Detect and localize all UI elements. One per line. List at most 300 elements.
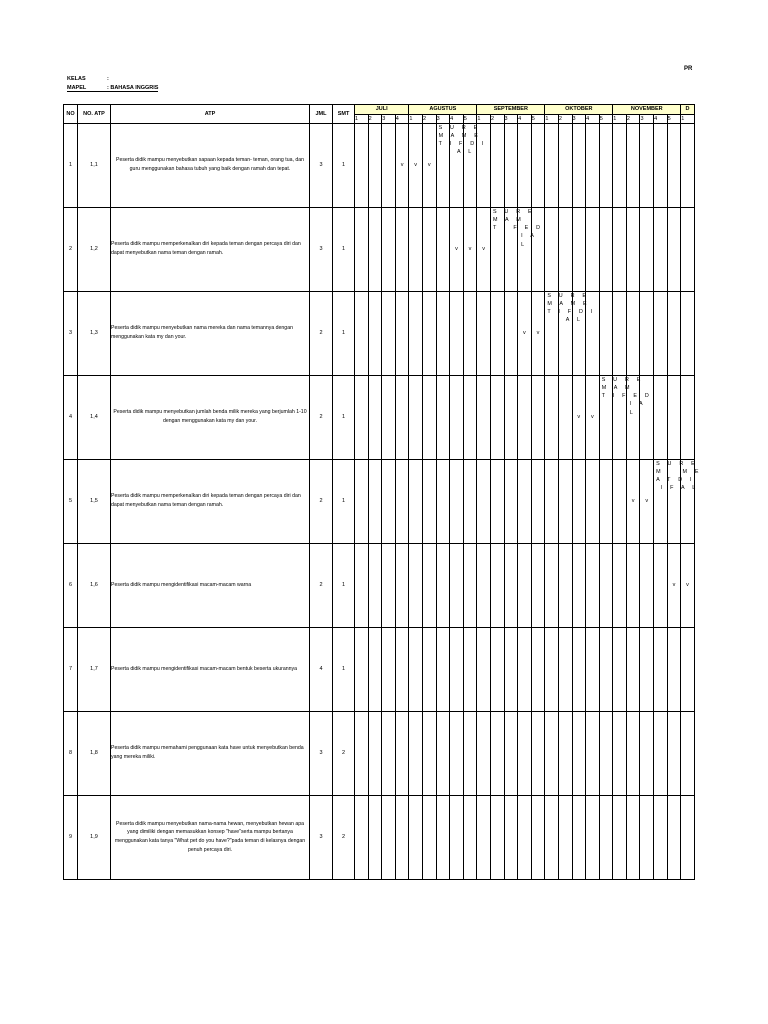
week-cell	[395, 543, 409, 627]
week-number: 2	[368, 114, 382, 123]
sumatif-label: S U R E M M E A T D I I F A L	[656, 460, 702, 492]
week-cell	[518, 543, 532, 627]
week-cell	[599, 123, 613, 207]
week-cell	[422, 459, 436, 543]
week-cell	[654, 123, 668, 207]
week-cell	[654, 291, 668, 375]
week-cell	[436, 291, 450, 375]
month-header: D	[681, 105, 695, 115]
table-row	[64, 375, 695, 459]
week-cell	[640, 291, 654, 375]
week-cell	[667, 207, 681, 291]
checkmark: v	[672, 582, 676, 588]
week-cell	[586, 459, 600, 543]
week-cell	[355, 543, 369, 627]
week-cell	[355, 375, 369, 459]
row-number: 3	[64, 291, 78, 375]
table-row	[64, 627, 695, 711]
week-cell	[395, 627, 409, 711]
week-cell	[450, 543, 464, 627]
atp-number: 1,1	[78, 123, 111, 207]
week-cell	[586, 375, 600, 459]
week-number: 1	[477, 114, 491, 123]
week-cell	[613, 291, 627, 375]
atp-number: 1,5	[78, 459, 111, 543]
week-cell	[504, 627, 518, 711]
week-cell	[613, 795, 627, 879]
checkmark: v	[523, 330, 526, 336]
week-cell	[572, 123, 586, 207]
week-cell	[545, 207, 559, 291]
atp-schedule-table	[63, 104, 702, 880]
week-cell	[477, 207, 491, 291]
row-number: 1	[64, 123, 78, 207]
week-number: 4	[518, 114, 532, 123]
week-cell	[613, 627, 627, 711]
week-cell	[681, 291, 695, 375]
week-cell	[531, 711, 545, 795]
week-number: 5	[667, 114, 681, 123]
week-cell	[545, 711, 559, 795]
week-number: 5	[531, 114, 545, 123]
smt-value: 2	[333, 711, 355, 795]
week-cell	[558, 711, 572, 795]
week-cell	[504, 123, 518, 207]
week-cell	[490, 291, 504, 375]
kelas-value: :	[107, 76, 109, 82]
month-header: AGUSTUS	[409, 105, 477, 115]
week-cell	[545, 123, 559, 207]
smt-value: 2	[333, 795, 355, 879]
week-cell	[436, 375, 450, 459]
week-cell	[681, 711, 695, 795]
week-cell	[640, 207, 654, 291]
week-cell	[382, 459, 396, 543]
week-cell	[654, 795, 668, 879]
week-cell	[572, 375, 586, 459]
week-cell	[436, 795, 450, 879]
week-cell	[558, 627, 572, 711]
week-cell	[667, 543, 681, 627]
week-cell	[613, 123, 627, 207]
week-cell	[654, 711, 668, 795]
month-header: SEPTEMBER	[477, 105, 545, 115]
checkmark: v	[686, 582, 689, 588]
atp-description: Peserta didik mampu memperkenalkan diri kepada teman dengan percaya diri dan dapat menyebutkan nama teman dengan ramah.	[111, 207, 310, 291]
table-row	[64, 291, 695, 375]
atp-number: 1,9	[78, 795, 111, 879]
week-cell	[586, 627, 600, 711]
week-cell	[626, 543, 640, 627]
week-cell	[681, 627, 695, 711]
week-cell	[626, 795, 640, 879]
week-cell	[572, 543, 586, 627]
col-no-header: NO	[64, 105, 78, 124]
week-cell	[355, 795, 369, 879]
week-cell	[395, 459, 409, 543]
week-number: 4	[586, 114, 600, 123]
week-cell	[558, 375, 572, 459]
week-cell	[667, 375, 681, 459]
week-cell	[477, 627, 491, 711]
week-cell	[368, 711, 382, 795]
week-cell	[463, 459, 477, 543]
week-cell	[654, 543, 668, 627]
week-cell	[545, 543, 559, 627]
week-cell	[640, 543, 654, 627]
jml-value: 3	[310, 795, 333, 879]
sumatif-label: S U R E M A M T I F E D I A L	[601, 376, 652, 416]
week-cell	[545, 627, 559, 711]
week-cell	[436, 123, 487, 207]
week-number: 1	[355, 114, 369, 123]
week-number: 1	[409, 114, 423, 123]
week-cell	[477, 459, 491, 543]
week-cell	[450, 795, 464, 879]
week-cell	[477, 795, 491, 879]
week-cell	[599, 711, 613, 795]
week-cell	[490, 543, 504, 627]
jml-value: 2	[310, 291, 333, 375]
week-number: 1	[545, 114, 559, 123]
row-number: 5	[64, 459, 78, 543]
atp-number: 1,3	[78, 291, 111, 375]
week-cell	[382, 291, 396, 375]
week-cell	[640, 627, 654, 711]
week-cell	[490, 627, 504, 711]
week-cell	[395, 375, 409, 459]
week-cell	[450, 627, 464, 711]
week-cell	[368, 375, 382, 459]
week-cell	[626, 123, 640, 207]
week-cell	[409, 123, 423, 207]
week-cell	[599, 291, 613, 375]
week-cell	[490, 207, 544, 291]
week-cell	[586, 207, 600, 291]
week-cell	[681, 375, 695, 459]
week-cell	[463, 375, 477, 459]
week-cell	[640, 459, 654, 543]
week-cell	[599, 459, 613, 543]
checkmark: v	[455, 246, 458, 252]
week-number: 1	[613, 114, 627, 123]
checkmark: v	[536, 330, 540, 336]
week-cell	[395, 795, 409, 879]
week-cell	[422, 291, 436, 375]
week-cell	[463, 291, 477, 375]
week-cell	[355, 627, 369, 711]
table-row	[64, 207, 695, 291]
week-cell	[368, 459, 382, 543]
week-cell	[463, 795, 477, 879]
week-cell	[422, 375, 436, 459]
week-cell	[463, 207, 477, 291]
week-cell	[436, 207, 450, 291]
week-cell	[436, 459, 450, 543]
sumatif-label: S U R E M A M T I F E D I A L	[492, 208, 544, 248]
table-row	[64, 795, 695, 879]
week-cell	[409, 543, 423, 627]
week-cell	[504, 711, 518, 795]
week-cell	[409, 291, 423, 375]
week-cell	[395, 207, 409, 291]
week-cell	[436, 543, 450, 627]
week-cell	[355, 459, 369, 543]
checkmark: v	[577, 414, 581, 420]
week-cell	[518, 627, 532, 711]
week-cell	[654, 207, 668, 291]
week-cell	[504, 375, 518, 459]
week-cell	[586, 543, 600, 627]
week-cell	[422, 795, 436, 879]
table-row	[64, 123, 695, 207]
week-cell	[558, 459, 572, 543]
week-cell	[368, 291, 382, 375]
week-cell	[382, 207, 396, 291]
week-cell	[450, 207, 464, 291]
col-smt-header: SMT	[333, 105, 355, 124]
row-number: 9	[64, 795, 78, 879]
smt-value: 1	[333, 123, 355, 207]
checkmark: v	[631, 498, 635, 504]
week-number: 2	[422, 114, 436, 123]
week-cell	[504, 459, 518, 543]
checkmark: v	[427, 162, 431, 168]
row-number: 7	[64, 627, 78, 711]
week-cell	[626, 291, 640, 375]
week-cell	[531, 375, 545, 459]
week-cell	[409, 711, 423, 795]
week-cell	[599, 375, 652, 459]
row-number: 6	[64, 543, 78, 627]
checkmark: v	[591, 414, 594, 420]
week-cell	[463, 627, 477, 711]
sumatif-label: S U R E M A M E T I F D I A L	[547, 292, 596, 324]
week-cell	[436, 711, 450, 795]
week-cell	[613, 711, 627, 795]
week-cell	[586, 795, 600, 879]
week-number: 3	[572, 114, 586, 123]
week-cell	[599, 627, 613, 711]
week-cell	[382, 795, 396, 879]
week-cell	[518, 123, 532, 207]
week-cell	[409, 795, 423, 879]
week-cell	[477, 375, 491, 459]
week-cell	[355, 291, 369, 375]
checkmark: v	[482, 246, 486, 252]
jml-value: 3	[310, 123, 333, 207]
week-number: 4	[395, 114, 409, 123]
atp-description: Peserta didik mampu memperkenalkan diri kepada teman dengan percaya diri dan dapat menyebutkan nama teman dengan ramah.	[111, 459, 310, 543]
week-number: 3	[382, 114, 396, 123]
mapel-line	[67, 85, 158, 92]
week-cell	[382, 375, 396, 459]
week-cell	[681, 207, 695, 291]
col-jml-header: JML	[310, 105, 333, 124]
week-cell	[422, 123, 436, 207]
atp-description: Peserta didik mampu memahami penggunaan kata have untuk menyebutkan benda yang mereka miliki.	[111, 711, 310, 795]
mapel-value: : BAHASA INGGRIS	[107, 85, 159, 91]
week-number: 2	[626, 114, 640, 123]
week-cell	[368, 123, 382, 207]
week-cell	[558, 123, 572, 207]
week-cell	[667, 711, 681, 795]
smt-value: 1	[333, 375, 355, 459]
sumatif-label: S U R E M A M E T I F D I A L	[438, 124, 487, 156]
week-cell	[531, 627, 545, 711]
month-header: OKTOBER	[545, 105, 613, 115]
checkmark: v	[468, 246, 472, 252]
week-cell	[599, 795, 613, 879]
week-cell	[626, 459, 640, 543]
week-cell	[681, 543, 695, 627]
week-number: 3	[436, 114, 450, 123]
week-cell	[518, 795, 532, 879]
week-cell	[395, 123, 409, 207]
week-cell	[613, 543, 627, 627]
week-cell	[518, 375, 532, 459]
week-cell	[531, 459, 545, 543]
checkmark: v	[414, 162, 418, 168]
week-cell	[450, 291, 464, 375]
week-cell	[626, 207, 640, 291]
week-number: 2	[558, 114, 572, 123]
jml-value: 3	[310, 207, 333, 291]
week-cell	[422, 711, 436, 795]
atp-description: Peserta didik mampu menyebutkan jumlah benda milik mereka yang berjumlah 1-10 dengan menggunakan kata my dan your.	[111, 375, 310, 459]
week-cell	[545, 459, 559, 543]
week-cell	[572, 627, 586, 711]
week-cell	[558, 207, 572, 291]
mapel-label: MAPEL	[67, 85, 87, 91]
table-row	[64, 711, 695, 795]
week-cell	[626, 711, 640, 795]
jml-value: 4	[310, 627, 333, 711]
week-cell	[382, 123, 396, 207]
week-number: 4	[450, 114, 464, 123]
week-cell	[368, 627, 382, 711]
row-number: 8	[64, 711, 78, 795]
week-cell	[490, 375, 504, 459]
atp-number: 1,8	[78, 711, 111, 795]
week-number: 2	[490, 114, 504, 123]
atp-number: 1,2	[78, 207, 111, 291]
week-cell	[681, 795, 695, 879]
week-cell	[450, 711, 464, 795]
week-cell	[368, 795, 382, 879]
week-cell	[409, 627, 423, 711]
week-cell	[613, 459, 627, 543]
week-cell	[531, 795, 545, 879]
checkmark: v	[400, 162, 404, 168]
atp-description: Peserta didik mampu menyebutkan sapaan kepada teman- teman, orang tua, dan guru menggunakan bahasa tubuh yang baik dengan ramah dan tepat.	[111, 123, 310, 207]
week-number: 5	[599, 114, 613, 123]
week-cell	[504, 795, 518, 879]
week-cell	[640, 711, 654, 795]
week-cell	[586, 123, 600, 207]
week-cell	[667, 795, 681, 879]
week-cell	[422, 627, 436, 711]
week-cell	[518, 711, 532, 795]
smt-value: 1	[333, 291, 355, 375]
week-cell	[490, 123, 504, 207]
smt-value: 1	[333, 543, 355, 627]
atp-description: Peserta didik mampu mengidentifikasi macam-macam warna	[111, 543, 310, 627]
week-cell	[599, 207, 613, 291]
week-cell	[463, 543, 477, 627]
row-number: 2	[64, 207, 78, 291]
week-cell	[409, 207, 423, 291]
corner-text: PR	[684, 66, 693, 72]
week-cell	[586, 711, 600, 795]
week-cell	[450, 375, 464, 459]
week-cell	[572, 207, 586, 291]
col-atp-header: ATP	[111, 105, 310, 124]
week-cell	[640, 123, 654, 207]
week-cell	[654, 375, 668, 459]
week-cell	[572, 795, 586, 879]
week-cell	[382, 711, 396, 795]
week-cell	[450, 459, 464, 543]
kelas-label: KELAS	[67, 76, 86, 82]
week-cell	[477, 711, 491, 795]
week-cell	[422, 543, 436, 627]
month-header: NOVEMBER	[613, 105, 681, 115]
week-cell	[667, 291, 681, 375]
week-cell	[572, 711, 586, 795]
smt-value: 1	[333, 459, 355, 543]
jml-value: 2	[310, 543, 333, 627]
row-number: 4	[64, 375, 78, 459]
week-cell	[368, 207, 382, 291]
week-cell	[490, 711, 504, 795]
week-cell	[490, 459, 504, 543]
week-cell	[667, 123, 681, 207]
table-row	[64, 543, 695, 627]
week-cell	[558, 543, 572, 627]
week-cell	[436, 627, 450, 711]
week-cell	[654, 627, 668, 711]
week-cell	[504, 543, 518, 627]
jml-value: 2	[310, 459, 333, 543]
week-cell	[355, 207, 369, 291]
week-cell	[654, 459, 702, 543]
week-number: 5	[463, 114, 477, 123]
week-cell	[545, 375, 559, 459]
table-row	[64, 459, 695, 543]
week-cell	[531, 123, 545, 207]
atp-number: 1,6	[78, 543, 111, 627]
kelas-line	[67, 76, 109, 82]
week-cell	[518, 291, 532, 375]
jml-value: 3	[310, 711, 333, 795]
week-cell	[531, 291, 545, 375]
week-cell	[599, 543, 613, 627]
week-number: 3	[504, 114, 518, 123]
week-number: 4	[654, 114, 668, 123]
week-cell	[382, 543, 396, 627]
atp-number: 1,4	[78, 375, 111, 459]
week-number: 3	[640, 114, 654, 123]
checkmark: v	[645, 498, 649, 504]
week-number: 1	[681, 114, 695, 123]
month-header: JULI	[355, 105, 409, 115]
week-cell	[409, 459, 423, 543]
atp-description: Peserta didik mampu menyebutkan nama-nama hewan, menyebutkan hewan apa yang dimiliki dengan memasukkan konsep "have"serta mampu bertanya menggunakan kata tanya "What pet do you have?"pada teman di kelasnya dengan penuh percaya diri.	[111, 795, 310, 879]
week-cell	[545, 291, 596, 375]
week-cell	[545, 795, 559, 879]
week-cell	[382, 627, 396, 711]
